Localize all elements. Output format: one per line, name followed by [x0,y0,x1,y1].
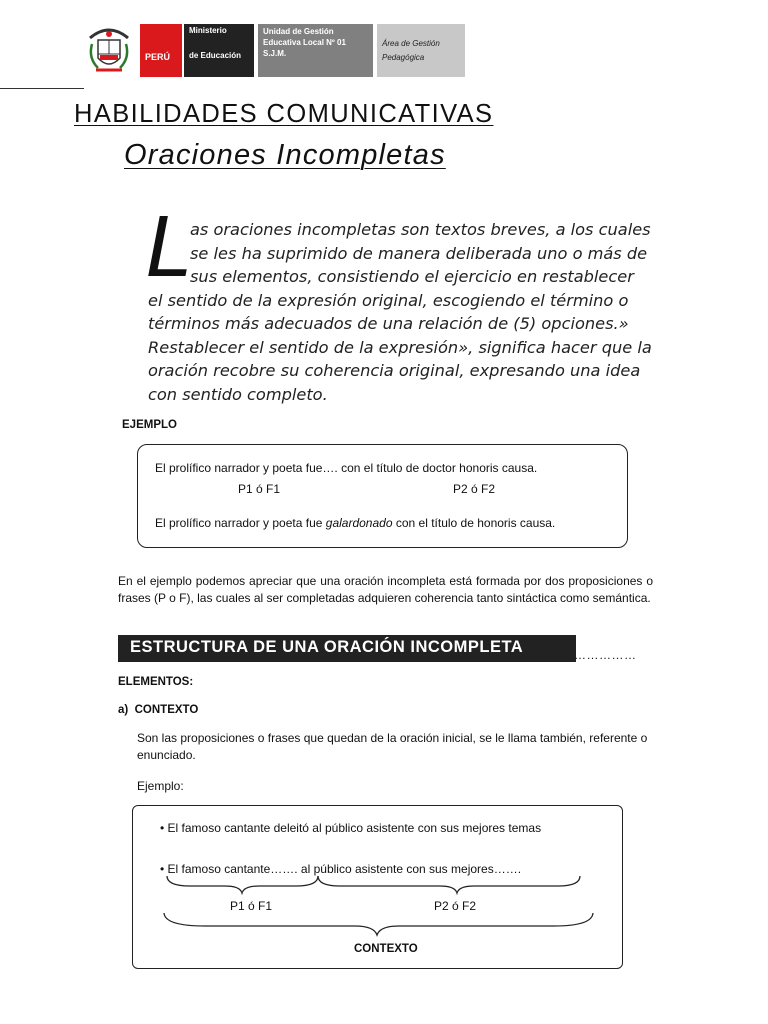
ugel-line: Unidad de Gestión [263,27,334,36]
contexto-description: Son las proposiciones o frases que quedan de la oración inicial, se le llama también, referente o enunciado. [137,731,648,762]
example2-p2-label: P2 ó F2 [434,899,477,913]
area-line: Área de Gestión [382,39,440,48]
example1-p2-label: P2 ó F2 [453,482,496,496]
ministerio-line1: Ministerio [189,26,227,35]
section-banner: ESTRUCTURA DE UNA ORACIÓN INCOMPLETA [118,635,576,662]
intro-line: as oraciones incompletas son textos breves, a los cuales [190,220,651,239]
example2-bullet1: • El famoso cantante deleitó al público asistente con sus mejores temas [160,821,542,835]
example2-bullet2: • El famoso cantante……. al público asistente con sus mejores……. [160,862,522,876]
contexto-heading: a) CONTEXTO [118,704,199,716]
brace-p2 [318,876,580,893]
peru-label: PERÚ [145,52,171,62]
intro-line: oración recobre su coherencia original, expresando una idea [148,361,641,380]
intro-line: términos más adecuados de una relación de (5) opciones.» [148,314,629,333]
brace-p1 [167,876,318,893]
intro-line: sus elementos, consistiendo el ejercicio en restablecer [190,267,634,286]
brace-contexto [164,913,593,935]
ministerio-line2: de Educación [189,51,242,60]
elementos-label: ELEMENTOS: [118,676,194,688]
sentence2-highlight: galardonado [325,516,393,530]
ejemplo2-label: Ejemplo: [137,779,184,793]
sentence2-before: El prolífico narrador y poeta fue [155,516,326,530]
ejemplo-label: EJEMPLO [122,419,177,431]
area-line: Pedagógica [382,53,425,62]
page-title: HABILIDADES COMUNICATIVAS [74,100,494,128]
intro-line: se les ha suprimido de manera deliberada uno o más de [190,243,648,263]
example1-sentence1: El prolífico narrador y poeta fue…. con el título de doctor honoris causa. [155,461,538,475]
ugel-line: S.J.M. [263,49,287,58]
ugel-line: Educativa Local Nº 01 [263,38,346,47]
banner-dots: …………… [574,648,637,662]
drop-cap: L [146,201,192,296]
explanation-paragraph: En el ejemplo podemos apreciar que una oración incompleta está formada por dos proposiciones o frases (P o F), las cuales al ser completadas adquieren coherencia tanto sintáctica como semántica. [118,574,653,605]
example2-p1-label: P1 ó F1 [230,899,273,913]
intro-line: Restablecer el sentido de la expresión», significa hacer que la [148,337,652,357]
page-subtitle: Oraciones Incompletas [124,139,446,171]
intro-line: el sentido de la expresión original, escogiendo el término o [148,290,629,310]
example2-contexto-label: CONTEXTO [354,943,418,955]
sentence2-after: con el título de honoris causa. [392,516,556,530]
intro-line: con sentido completo. [148,384,328,404]
example1-p1-label: P1 ó F1 [238,482,281,496]
